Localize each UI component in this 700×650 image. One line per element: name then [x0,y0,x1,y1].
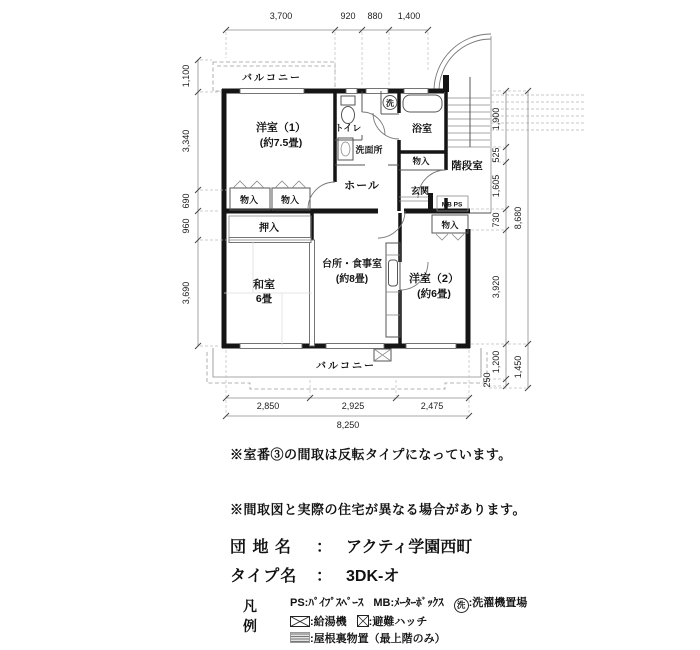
dim-top-0: 3,700 [269,11,293,21]
evacuation-hatch-symbol [374,349,391,361]
room-label-japanese-size: 6畳 [255,293,273,305]
type-name-label: タイプ名 [230,568,298,585]
room-label-balcony-top: バルコニー [242,73,302,84]
bathtub-fixture [403,95,442,112]
legend-row-3 [290,631,590,647]
room-label-stairwell: 階段室 [451,160,483,172]
dim-bottom-1: 2,925 [341,401,365,411]
legend-items [290,595,590,648]
room-label-kitchen: 台所・食事室 [322,259,382,270]
dim-right-total-main: 8,680 [513,206,523,230]
dim-right-0: 1,900 [491,107,501,131]
dim-bottom-2: 2,475 [420,401,444,411]
toilet-fixture [341,96,355,124]
dim-left-1: 3,340 [181,129,191,153]
room-label-entrance: 玄関 [410,186,430,196]
legend-row-1 [290,595,590,613]
legend-attic-label: :屋根裏物置（最上階のみ） [310,633,446,645]
room-label-kitchen-size: (約8畳) [335,274,369,285]
attic-storage-icon [290,632,310,643]
dim-line-right-outer [525,88,531,391]
room-label-toilet: トイレ [334,123,362,133]
estate-name-label: 団 地 名 [230,539,292,556]
dim-top-3: 1,400 [397,11,421,21]
dim-right-6: 250 [482,372,492,388]
room-label-japanese: 和室 [253,279,275,291]
room-label-storage-d: 物入 [441,220,459,230]
dim-top-1: 920 [340,11,356,21]
legend-hatch-label: :避難ハッチ [368,616,428,628]
room-label-storage-c: 物入 [280,195,300,205]
sink-fixture [338,138,353,160]
room-label-western1-size: (約7.5畳) [259,137,303,149]
evacuation-hatch-icon [357,615,369,627]
dim-bottom-0: 2,850 [256,401,280,411]
room-label-storage-b: 物入 [239,195,259,205]
sliding-doors [229,238,315,347]
water-heater-icon [290,616,310,627]
room-label-western2: 洋室（2） [408,273,460,285]
legend-mb: MB:ﾒｰﾀｰﾎﾞｯｸｽ [373,597,444,609]
type-name-colon: ： [316,568,333,585]
note-reversed-type: ※室番③の間取は反転タイプになっています。 [230,447,512,462]
washer-mark-label: 洗 [386,98,394,108]
dim-right-1: 525 [491,147,501,163]
dim-line-left [195,57,201,349]
estate-name-colon: ： [316,539,333,556]
room-label-storage-a: 物入 [412,156,430,166]
dim-right-total-balcony: 1,450 [513,355,523,379]
dim-line-top [223,27,431,33]
legend-heater-label: :給湯機 [310,616,347,628]
staircase [448,36,586,213]
estate-info [230,534,472,592]
dim-left-2: 690 [181,193,191,209]
room-label-oshiire: 押入 [259,223,279,234]
estate-name-value: アクティ学園西町 [346,539,473,556]
legend-row-2 [290,614,590,630]
kitchen-counter [386,243,400,337]
dim-right-4: 3,920 [491,275,501,299]
room-label-hall: ホール [344,180,380,192]
dim-bottom-total: 8,250 [336,420,360,430]
dim-left-3: 960 [181,218,191,234]
dim-right-3: 730 [491,212,501,228]
room-label-balcony-bottom: バルコニー [316,361,376,372]
room-label-mb-ps: MB PS [441,201,463,209]
legend-title: 凡例 [243,598,259,634]
type-name-value: 3DK-オ [346,568,400,585]
washing-machine-symbol [383,96,397,110]
room-label-western2-size: (約6畳) [417,288,451,300]
dim-right-2: 1,605 [491,174,501,198]
type-name-row [230,563,472,586]
note-plan-difference: ※間取図と実際の住宅が異なる場合があります。 [230,502,526,517]
legend-washer-label: :洗濯機置場 [468,597,528,609]
legend-ps: PS:ﾊﾟｲﾌﾟｽﾍﾟｰｽ [290,597,364,609]
dim-right-5: 1,200 [491,350,501,374]
room-label-washroom: 洗面所 [355,145,383,155]
dim-left-0: 1,100 [181,64,191,88]
room-label-western1: 洋室（1） [255,122,307,134]
estate-name-row [230,534,472,557]
washer-circle-icon: 洗 [454,598,469,613]
room-label-bath: 浴室 [412,124,432,135]
building-entrance-door-arc [434,34,491,91]
dim-top-2: 880 [367,11,383,21]
dim-left-4: 3,690 [181,281,191,305]
